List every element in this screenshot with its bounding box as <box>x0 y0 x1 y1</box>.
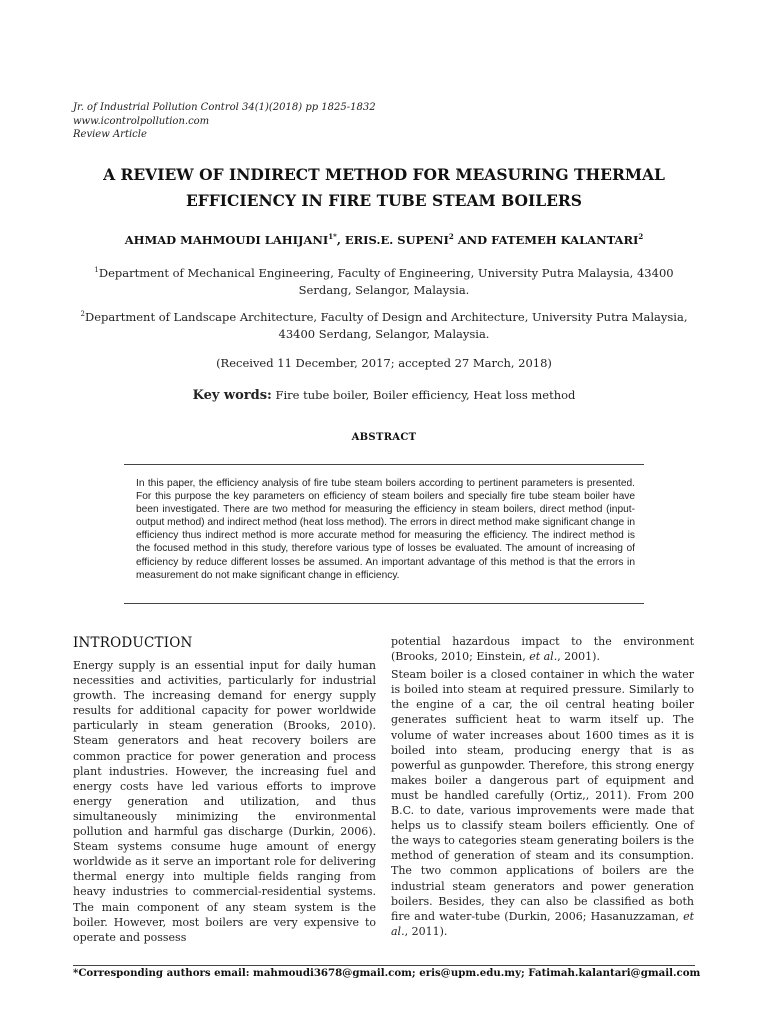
received-dates: (Received 11 December, 2017; accepted 27 March, 2018) <box>216 356 552 370</box>
abstract-box <box>124 464 644 604</box>
corresponding-authors-footnote: *Corresponding authors email: mahmoudi3678@gmail.com; eris@upm.edu.my; Fatimah.kalantari@gmail.com <box>73 967 701 979</box>
et-al: et al. <box>529 650 558 664</box>
affiliation-marker: 2 <box>80 310 85 319</box>
introduction-heading: INTRODUCTION <box>73 635 193 651</box>
affiliation-text: Department of Mechanical Engineering, Faculty of Engineering, University Putra Malaysia, 43400 Serdang, Selangor, Malaysia. <box>98 266 674 297</box>
author-name: AHMAD MAHMOUDI LAHIJANI <box>124 233 329 247</box>
paragraph-2-text: Steam boiler is a closed container in which the water is boiled into steam at required pressure. Similarly to the engine of a car, the oil central heating boiler generates sufficient heat to warm itself up. The volume of water increases about 1600 times as it is boiled into steam, producing energy that is as powerful as gunpowder. Therefore, this strong energy makes boiler a dangerous part of equipment and must be handled carefully (Ortiz,, 2011). From 200 B.C. to date, various improvements were made that helps us to classify steam boilers efficiently. One of the ways to categories steam generating boilers is the method of generation of steam and its consumption. The two common applications of boilers are the industrial steam generators and power generation boilers. Besides, they can also be classified as both fire and water-tube (Durkin, 2006; Hasanuzzaman, <box>391 668 694 923</box>
journal-header <box>73 101 376 142</box>
author-list <box>60 233 708 247</box>
left-column <box>73 634 376 945</box>
right-column <box>391 634 694 939</box>
author-affiliation-marker: 2 <box>448 232 454 242</box>
continuation-text: potential hazardous impact to the environment (Brooks, 2010; Einstein, <box>391 635 694 664</box>
author-separator: , <box>336 233 345 247</box>
affiliation-marker: 1 <box>94 266 99 275</box>
intro-paragraph-2 <box>391 667 694 939</box>
article-type: Review Article <box>73 129 147 140</box>
et-al: et al. <box>391 909 694 938</box>
author-affiliation-marker: 1* <box>328 232 337 242</box>
journal-website: www.icontrolpollution.com <box>73 115 210 127</box>
affiliation-text: Department of Landscape Architecture, Faculty of Design and Architecture, University Putra Malaysia, 43400 Serdang, Selangor, Malaysia. <box>84 310 688 341</box>
title-line-2: EFFICIENCY IN FIRE TUBE STEAM BOILERS <box>185 191 582 210</box>
author-name: ERIS.E. SUPENI <box>344 233 449 247</box>
affiliation-1 <box>70 265 698 298</box>
intro-paragraph-1-continuation <box>391 634 694 664</box>
title-line-1: A REVIEW OF INDIRECT METHOD FOR MEASURING THERMAL <box>103 165 665 184</box>
abstract-text: In this paper, the efficiency analysis of fire tube steam boilers according to pertinent parameters is presented. For this purpose the key parameters on efficiency of steam boilers and specially fire tube steam boiler have been investigated. There are two method for measuring the efficiency in steam boilers, direct method (input-output method) and indirect method (heat loss method). The errors in direct method make significant change in efficiency thus indirect method is more accurate method for measuring the efficiency. The indirect method is the focused method in this study, therefore various type of losses be evaluated. The amount of increasing of efficiency by reduce different losses be assumed. An important advantage of this method is that the errors in measurement do not make significant change in efficiency. <box>136 478 635 581</box>
paper-title <box>60 162 708 214</box>
author-affiliation-marker: 2 <box>638 232 644 242</box>
paragraph-2-text-end: , 2011). <box>404 924 448 938</box>
footer-divider <box>73 965 695 966</box>
intro-paragraph-1: Energy supply is an essential input for daily human necessities and activities, particularly for industrial growth. The increasing demand for energy supply results for additional capacity for power worldwide particularly in steam generation (Brooks, 2010). Steam generators and heat recovery boilers are common practice for power generation and process plant industries. However, the increasing fuel and energy costs have led various efforts to improve energy generation and utilization, and thus simultaneously minimizing the environmental pollution and harmful gas discharge (Durkin, 2006). Steam systems consume huge amount of energy worldwide as it serve an important role for delivering thermal energy into multiple fields ranging from heavy industries to commercial-residential systems. The main component of any steam system is the boiler. However, most boilers are very expensive to operate and possess <box>73 659 376 944</box>
abstract-heading: ABSTRACT <box>351 432 417 443</box>
continuation-text-end: , 2001). <box>557 650 600 664</box>
keywords <box>60 388 708 403</box>
journal-citation: Jr. of Industrial Pollution Control 34(1)(2018) pp 1825-1832 <box>73 102 376 113</box>
keywords-values: Fire tube boiler, Boiler efficiency, Heat loss method <box>271 388 576 402</box>
author-name: FATEMEH KALANTARI <box>491 233 639 247</box>
author-separator: AND <box>453 233 492 247</box>
affiliation-2 <box>70 309 698 342</box>
keywords-label: Key words: <box>192 388 272 403</box>
